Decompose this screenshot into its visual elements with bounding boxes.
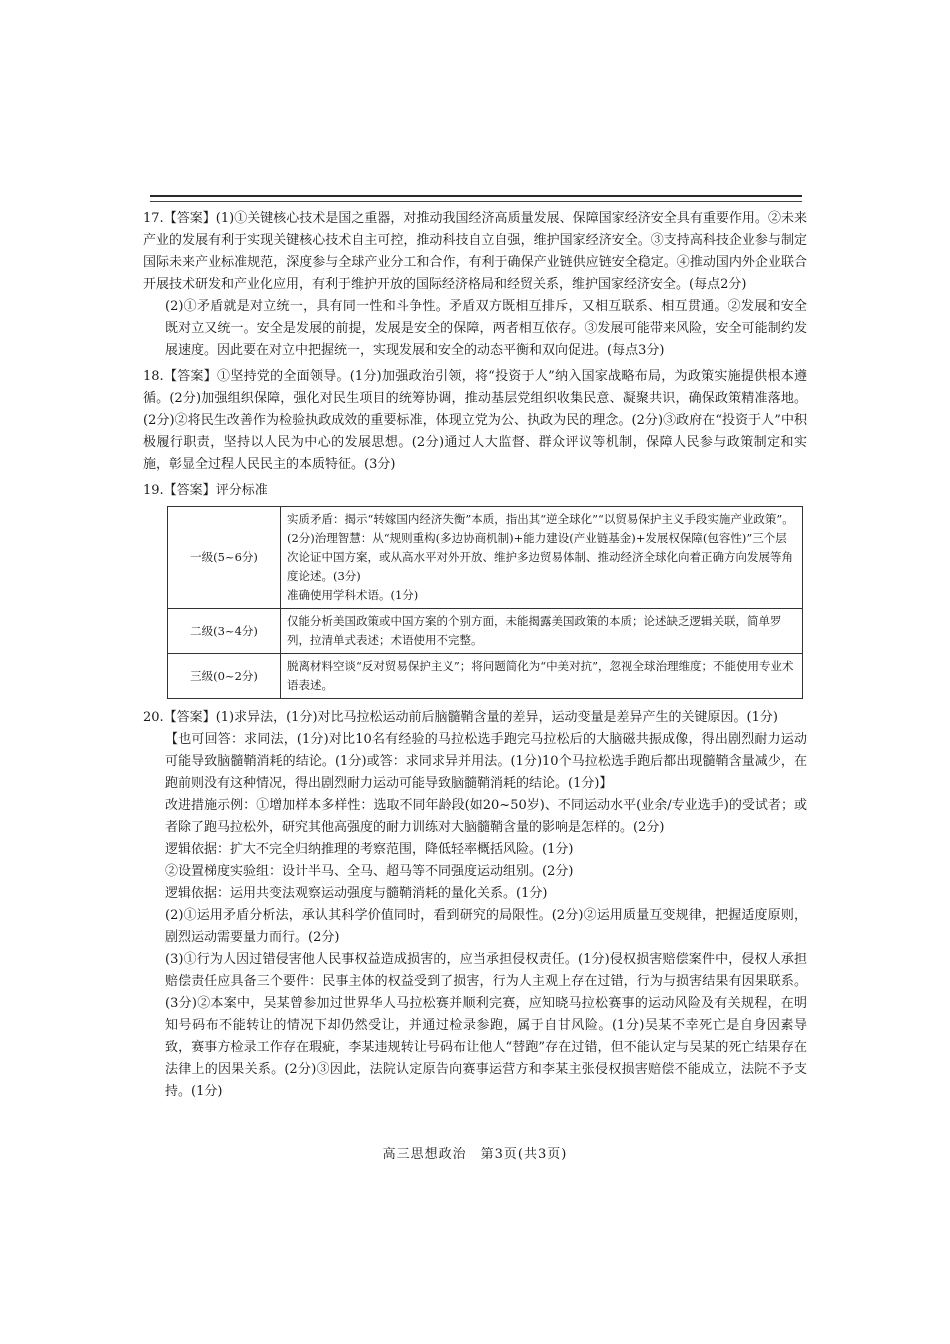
q17-part2: (2)①矛盾就是对立统一，具有同一性和斗争性。矛盾双方既相互排斥，又相互联系、相互贯通。②发展和安全既对立又统一。安全是发展的前提，发展是安全的保障，两者相互依存。③发展可能带来风险，安全可能制约发展速度。因此要在对立中把握统一，实现发展和安全的动态平衡和双向促进。(每点3分) <box>165 299 807 358</box>
criteria-line: 实质矛盾：揭示“转嫁国内经济失衡”本质，指出其“逆全球化”“以贸易保护主义手段实施产业政策”。(2分)治理智慧：从“规则重构(多边协商机制)+能力建设(产业链基金)+发展权保障(包容性)”三个层次论证中国方案，或从高水平对外开放、维护多边贸易体制、推动经济全球化向着正确方向发展等角度论述。(3分) <box>287 512 794 583</box>
q18-answer <box>143 366 807 476</box>
header-rule <box>150 195 802 197</box>
q20-gradient-group: ②设置梯度实验组：设计半马、全马、超马等不同强度运动组别。(2分) <box>165 864 574 879</box>
q20-part2: (2)①运用矛盾分析法，承认其科学价值同时，看到研究的局限性。(2分)②运用质量互变规律，把握适度原则，剧烈运动需要量力而行。(2分) <box>165 908 807 945</box>
criteria-cell <box>281 609 803 654</box>
criteria-line: 准确使用学科术语。(1分) <box>287 588 419 602</box>
criteria-cell <box>281 507 803 609</box>
q20-logic-1: 逻辑依据：扩大不完全归纳推理的考察范围，降低轻率概括风险。(1分) <box>165 842 574 857</box>
criteria-line: 仅能分析美国政策或中国方案的个别方面，未能揭露美国政策的本质；论述缺乏逻辑关联，简单罗列，拉清单式表述；术语使用不完整。 <box>287 614 782 647</box>
q20-part1 <box>143 707 807 729</box>
table-row <box>168 507 803 609</box>
q20-part1-text: (1)求异法，(1分)对比马拉松运动前后脑髓鞘含量的差异，运动变量是差异产生的关键原因。(1分) <box>215 710 778 725</box>
scoring-table <box>167 506 803 699</box>
table-row <box>168 609 803 654</box>
level-cell: 一级(5~6分) <box>168 507 281 609</box>
q17-part1-text: (1)①关键核心技术是国之重器，对推动我国经济高质量发展、保障国家经济安全具有重要作用。②未来产业的发展有利于实现关键核心技术自主可控，推动科技自立自强，维护国家经济安全。③支持高科技企业参与制定国际未来产业标准规范，深度参与全球产业分工和合作，有利于确保产业链供应链安全稳定。④推动国内外企业联合开展技术研发和产业化应用，有利于维护开放的国际经济格局和经贸关系，维护国家经济安全。(每点2分) <box>143 211 807 292</box>
page-footer: 高三思想政治 第3页(共3页) <box>382 1147 568 1162</box>
q20-label: 20.【答案】 <box>143 710 216 725</box>
q19-label: 19.【答案】 <box>143 483 216 498</box>
q19-heading <box>143 480 807 502</box>
header-rule-thin <box>150 201 802 202</box>
q20-logic-2: 逻辑依据：运用共变法观察运动强度与髓鞘消耗的量化关系。(1分) <box>165 886 548 901</box>
q20-improvement: 改进措施示例：①增加样本多样性：选取不同年龄段(如20~50岁)、不同运动水平(业余/专业选手)的受试者；或者除了跑马拉松外，研究其他高强度的耐力训练对大脑髓鞘含量的影响是怎样的。(2分) <box>165 798 807 835</box>
q17-part1 <box>143 208 807 296</box>
q18-label: 18.【答案】 <box>143 369 218 384</box>
q17-label: 17.【答案】 <box>143 211 216 226</box>
q18-text: ①坚持党的全面领导。(1分)加强政治引领，将“投资于人”纳入国家战略布局，为政策实施提供根本遵循。(2分)加强组织保障，强化对民生项目的统筹协调，推动基层党组织收集民意、凝聚共识，确保政策精准落地。(2分)②将民生改善作为检验执政成效的重要标准，体现立党为公、执政为民的理念。(2分)③政府在“投资于人”中积极履行职责，坚持以人民为中心的发展思想。(2分)通过人大监督、群众评议等机制，保障人民参与政策制定和实施，彰显全过程人民民主的本质特征。(3分) <box>143 369 807 472</box>
criteria-line: 脱离材料空谈“反对贸易保护主义”；将问题简化为“中美对抗”，忽视全球治理维度；不能使用专业术语表述。 <box>287 659 794 692</box>
table-row <box>168 654 803 699</box>
q19-intro: 评分标准 <box>215 483 268 498</box>
level-cell: 三级(0~2分) <box>168 654 281 699</box>
q20-alt-answer: 【也可回答：求同法，(1分)对比10名有经验的马拉松选手跑完马拉松后的大脑磁共振成像，得出剧烈耐力运动可能导致脑髓鞘消耗的结论。(1分)或答：求同求异并用法。(1分)10个马拉松选手跑后都出现髓鞘含量减少，在跑前则没有这种情况，得出剧烈耐力运动可能导致脑髓鞘消耗的结论。(1分)】 <box>165 732 807 791</box>
criteria-cell <box>281 654 803 699</box>
answer-content <box>143 208 807 1103</box>
level-cell: 二级(3~4分) <box>168 609 281 654</box>
q20-part3: (3)①行为人因过错侵害他人民事权益造成损害的，应当承担侵权责任。(1分)侵权损害赔偿案件中，侵权人承担赔偿责任应具备三个要件：民事主体的权益受到了损害，行为人主观上存在过错，行为与损害结果有因果联系。(3分)②本案中，吴某曾参加过世界华人马拉松赛并顺利完赛，应知晓马拉松赛事的运动风险及有关规程，在明知号码布不能转让的情况下却仍然受让，并通过检录参跑，属于自甘风险。(1分)吴某不幸死亡是自身因素导致，赛事方检录工作存在瑕疵，李某违规转让号码布让他人“替跑”存在过错，但不能认定与吴某的死亡结果存在法律上的因果关系。(2分)③因此，法院认定原告向赛事运营方和李某主张侵权损害赔偿不能成立，法院不予支持。(1分) <box>165 952 807 1099</box>
